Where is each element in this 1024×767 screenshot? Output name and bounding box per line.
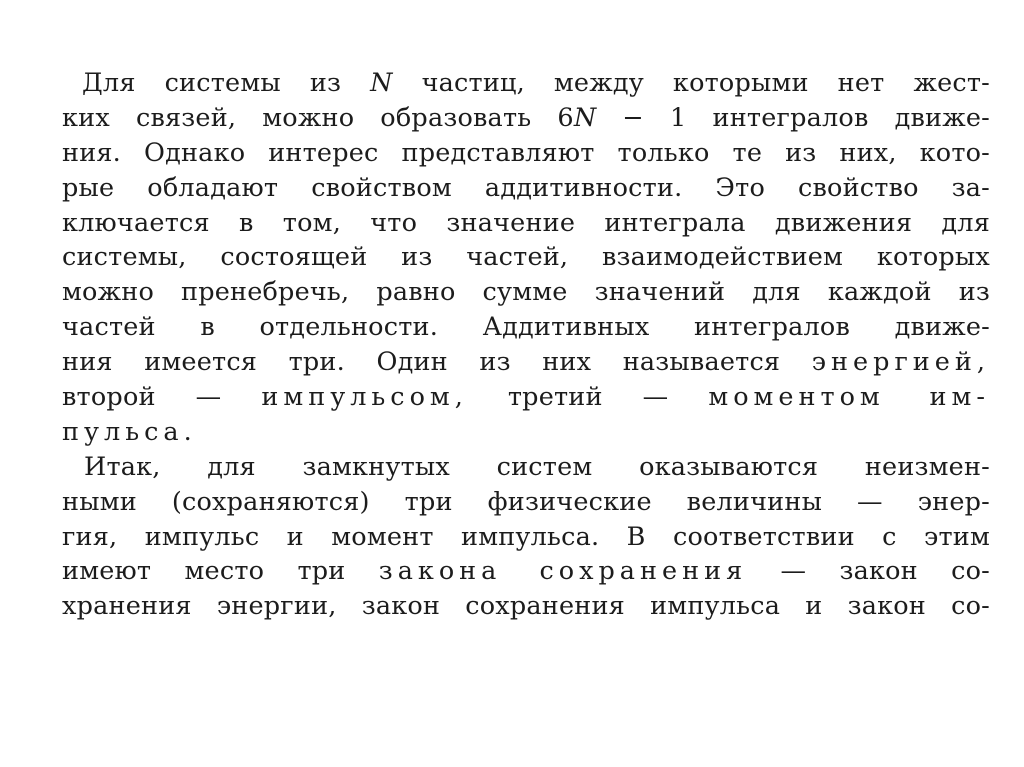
emphasized-term: закона сохранения [378, 556, 748, 587]
emphasized-term: импульсом, [261, 382, 468, 413]
text-line: ными (сохраняются) три физические величины — энер- [62, 486, 990, 517]
text-span: ния имеется три. Один из них называется [62, 347, 812, 378]
text-span: − 1 интегралов движе- [596, 102, 990, 133]
text-line [62, 66, 990, 101]
text-line: Итак, для замкнутых систем оказываются неизмен- [84, 451, 990, 482]
emphasized-term: моментом им- [708, 382, 990, 413]
text-span: Для системы из [82, 68, 371, 98]
text-line: хранения энергии, закон сохранения импульса и закон со- [62, 591, 990, 622]
text-line: частей в отдельности. Аддитивных интегралов движе- [62, 312, 990, 343]
text-line [62, 554, 990, 589]
variable-n: N [573, 102, 597, 133]
text-line: системы, состоящей из частей, взаимодействием которых [62, 242, 990, 273]
text-line: ния. Однако интерес представляют только те из них, кото- [62, 137, 990, 168]
emphasized-term: энергией, [811, 347, 990, 378]
text-span: — закон со- [747, 556, 990, 587]
text-span: частиц, между которыми нет жест- [392, 68, 990, 98]
text-line [62, 380, 990, 415]
emphasized-term: пульса. [62, 416, 197, 447]
text-line: ключается в том, что значение интеграла движения для [62, 207, 990, 238]
text-span: третий — [467, 382, 709, 413]
text-line: можно пренебречь, равно сумме значений для каждой из [62, 277, 990, 308]
text-line [62, 101, 990, 136]
text-span: имеют место три [62, 556, 379, 587]
text-line [62, 415, 990, 450]
text-line: рые обладают свойством аддитивности. Это свойство за- [62, 172, 990, 203]
text-span: ких связей, можно образовать 6 [62, 102, 574, 133]
text-line: гия, импульс и момент импульса. В соответствии с этим [62, 521, 990, 552]
text-line [62, 345, 990, 380]
text-span: второй — [62, 382, 262, 413]
text-block [62, 66, 990, 624]
variable-n: N [370, 68, 393, 98]
